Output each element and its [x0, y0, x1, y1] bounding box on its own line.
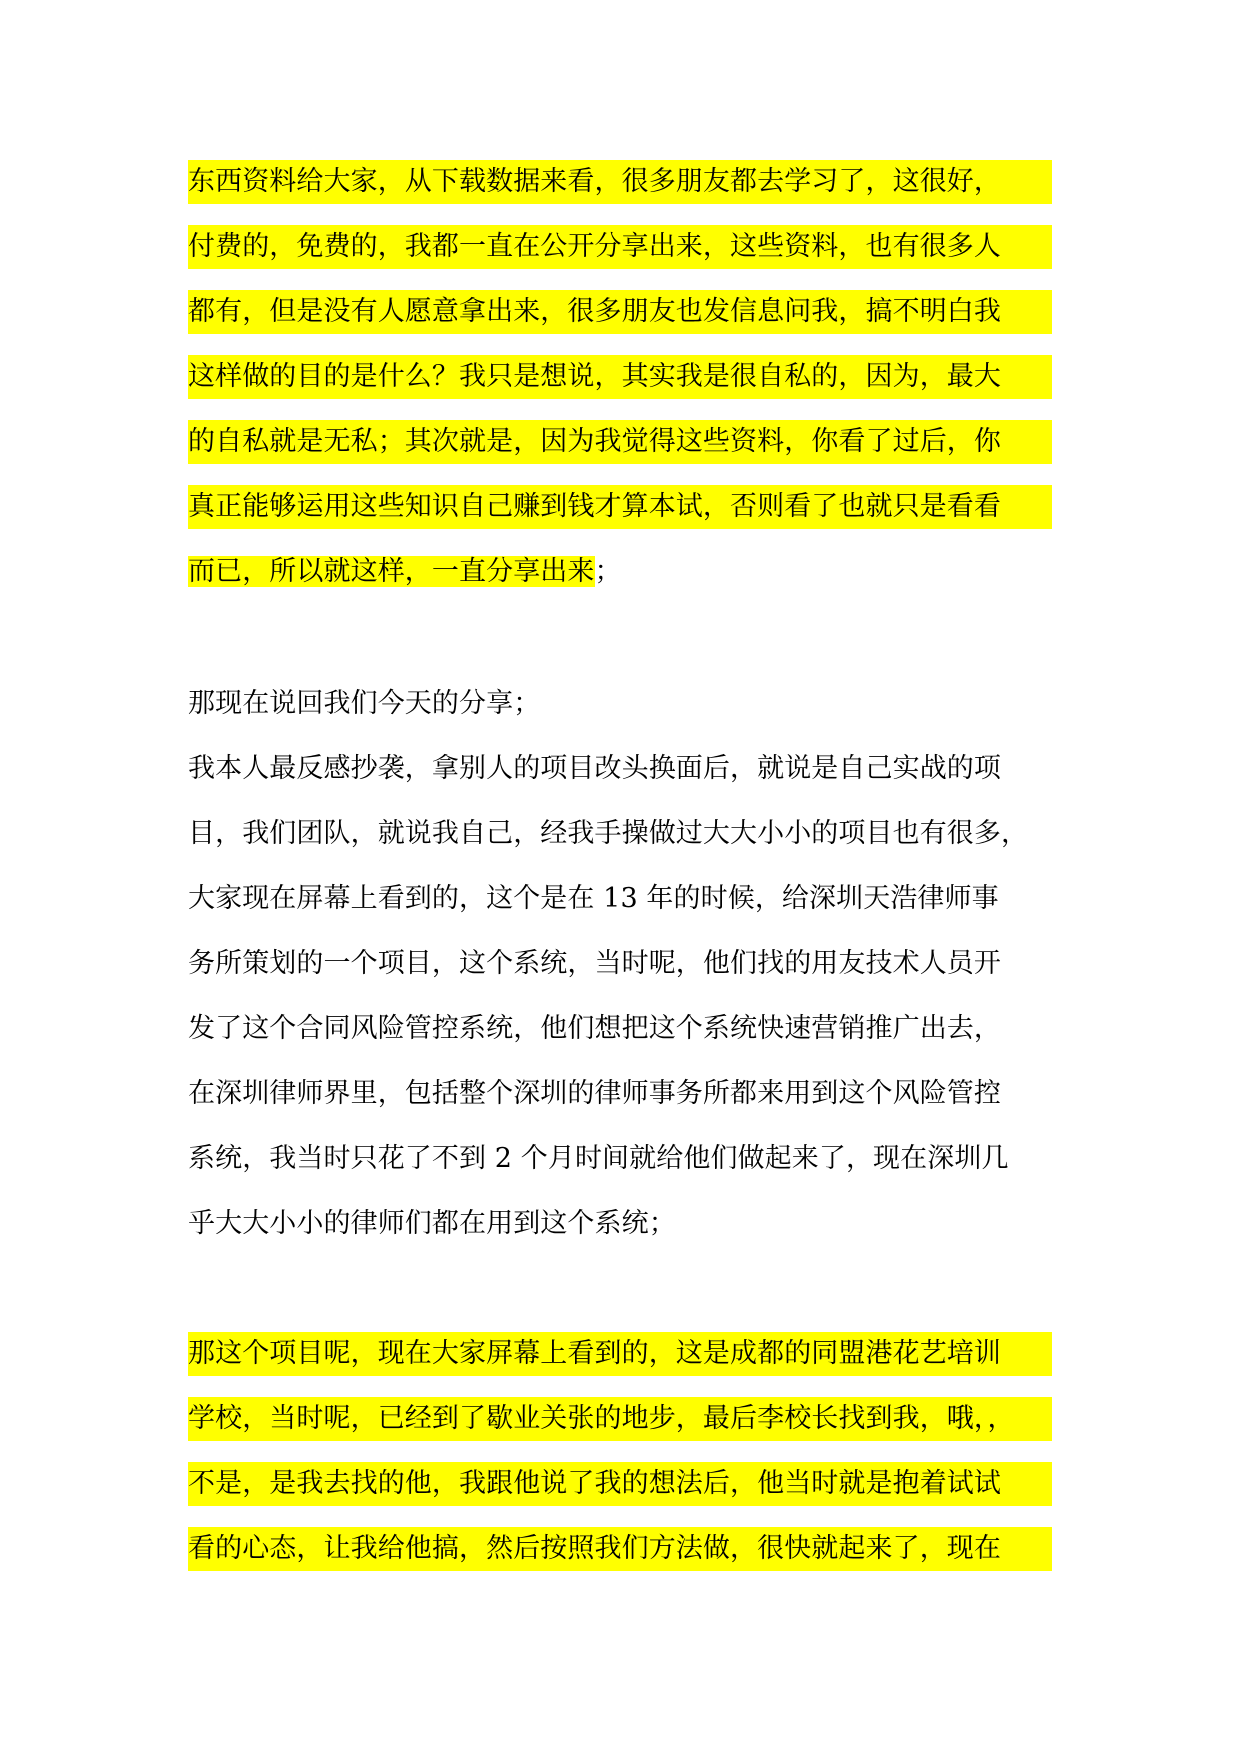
paragraph-2-line-7: 在深圳律师界里，包括整个深圳的律师事务所都来用到这个风险管控	[188, 1078, 1001, 1109]
paragraph-2-line-3: 目，我们团队，就说我自己，经我手操做过大大小小的项目也有很多，	[188, 818, 1029, 849]
paragraph-2-line-8: 系统，我当时只花了不到 2 个月时间就给他们做起来了，现在深圳几	[188, 1143, 1009, 1174]
paragraph-2-line-9: 乎大大小小的律师们都在用到这个系统；	[188, 1208, 676, 1239]
paragraph-1-line-1: 东西资料给大家，从下载数据来看，很多朋友都去学习了，这很好，	[188, 160, 1052, 204]
paragraph-1-line-7-tail: ；	[594, 556, 622, 587]
paragraph-3-line-4: 看的心态，让我给他搞，然后按照我们方法做，很快就起来了，现在	[188, 1527, 1052, 1571]
paragraph-3-line-1: 那这个项目呢，现在大家屏幕上看到的，这是成都的同盟港花艺培训	[188, 1332, 1052, 1376]
paragraph-1-line-2: 付费的，免费的，我都一直在公开分享出来，这些资料，也有很多人	[188, 225, 1052, 269]
paragraph-2-line-1: 那现在说回我们今天的分享；	[188, 688, 541, 719]
paragraph-1-line-7-highlighted-text: 而已，所以就这样，一直分享出来	[188, 556, 595, 587]
paragraph-1-line-3: 都有，但是没有人愿意拿出来，很多朋友也发信息问我，搞不明白我	[188, 290, 1052, 334]
paragraph-3-line-3: 不是，是我去找的他，我跟他说了我的想法后，他当时就是抱着试试	[188, 1462, 1052, 1506]
paragraph-2-line-2: 我本人最反感抄袭，拿别人的项目改头换面后，就说是自己实战的项	[188, 753, 1001, 784]
paragraph-1-line-7	[188, 550, 622, 594]
paragraph-2-line-5: 务所策划的一个项目，这个系统，当时呢，他们找的用友技术人员开	[188, 948, 1001, 979]
paragraph-1-line-4: 这样做的目的是什么？我只是想说，其实我是很自私的，因为，最大	[188, 355, 1052, 399]
paragraph-1-line-5: 的自私就是无私；其次就是，因为我觉得这些资料，你看了过后，你	[188, 420, 1052, 464]
paragraph-2-line-4: 大家现在屏幕上看到的，这个是在 13 年的时候，给深圳天浩律师事	[188, 883, 999, 914]
paragraph-3-line-2: 学校，当时呢，已经到了歇业关张的地步，最后李校长找到我，哦，，	[188, 1397, 1052, 1441]
paragraph-1-line-6: 真正能够运用这些知识自己赚到钱才算本试，否则看了也就只是看看	[188, 485, 1052, 529]
paragraph-2-line-6: 发了这个合同风险管控系统，他们想把这个系统快速营销推广出去，	[188, 1013, 1001, 1044]
